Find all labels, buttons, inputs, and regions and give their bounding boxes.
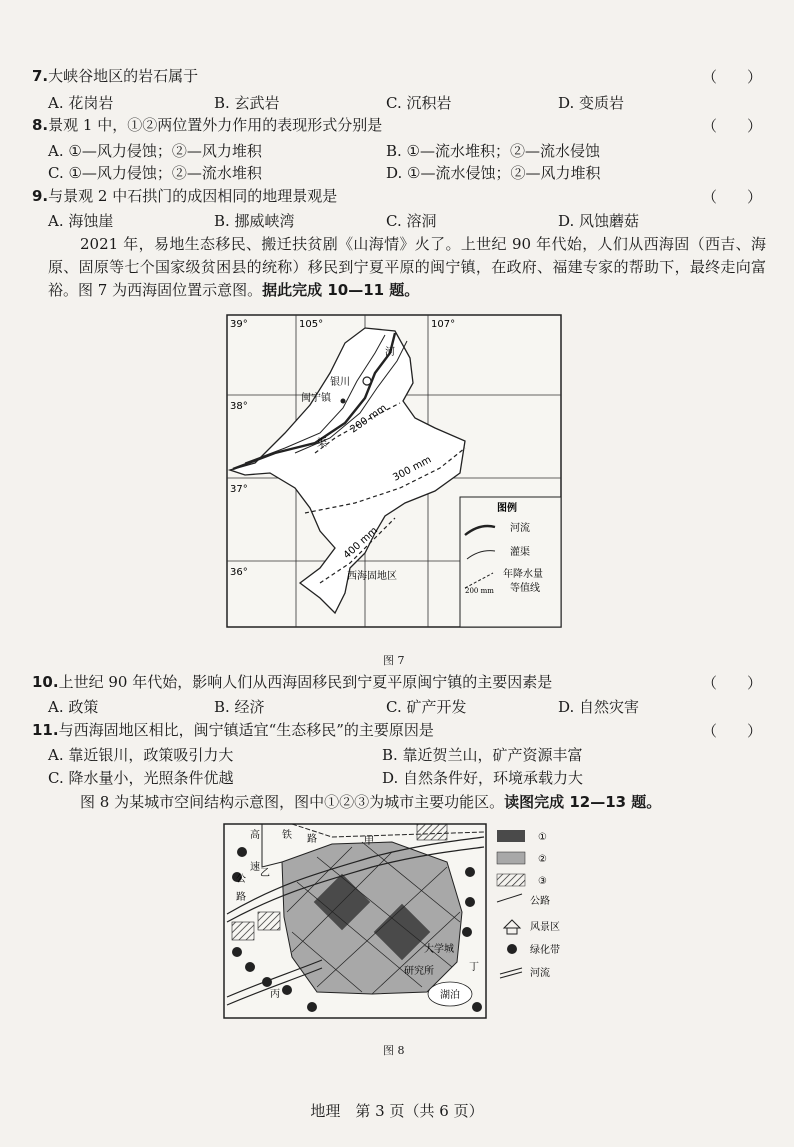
- figure-7-map: [225, 313, 565, 631]
- option-b[interactable]: B. 挪威峡湾: [214, 212, 295, 230]
- legend-river: 河流: [530, 968, 550, 979]
- question-9: [32, 186, 337, 206]
- option-a[interactable]: A. ①—风力侵蚀；②—风力堆积: [48, 142, 262, 160]
- figure-8-legend: [497, 830, 560, 979]
- question-stem: 大峡谷地区的岩石属于: [48, 67, 199, 85]
- page-footer: 地理 第 3 页（共 6 页）: [310, 1102, 484, 1120]
- label-university: 大学城: [424, 944, 454, 955]
- label-bing: 丙: [270, 989, 280, 1000]
- question-stem: 景观 1 中，①②两位置外力作用的表现形式分别是: [48, 116, 383, 134]
- legend-isoline-1: 年降水量: [503, 569, 543, 580]
- option-c[interactable]: C. 降水量小，光照条件优越: [48, 769, 234, 787]
- legend-zone-2: ②: [538, 854, 547, 865]
- option-c[interactable]: C. 沉积岩: [386, 94, 452, 112]
- passage-text: 2021 年，易地生态移民、搬迁扶贫剧《山海情》火了。上世纪 90 年代始，人们从西海固（西吉、海原、固原等七个国家级贫困县的统称）移民到宁夏平原的闽宁镇，在政府、福建专家的帮助下，最终走向富裕。图 7 为西海固位置示意图。: [48, 235, 766, 299]
- answer-bracket[interactable]: （ ）: [701, 722, 762, 740]
- reading-passage-2: [48, 791, 766, 814]
- option-c[interactable]: C. ①—风力侵蚀；②—流水堆积: [48, 164, 262, 182]
- legend-zone-1: ①: [538, 832, 547, 843]
- question-number: 7.: [32, 67, 49, 85]
- option-a[interactable]: A. 靠近银川，政策吸引力大: [48, 746, 234, 764]
- lat-label: 39°: [230, 319, 248, 330]
- label-qu: 渠: [317, 438, 327, 449]
- question-stem: 与西海固地区相比，闽宁镇适宜“生态移民”的主要原因是: [58, 721, 434, 739]
- rail-label: 路: [307, 834, 317, 845]
- option-b[interactable]: B. 经济: [214, 698, 265, 716]
- isohyet-200: 200 mm: [348, 402, 389, 436]
- passage-text: 图 8 为某城市空间结构示意图，图中①②③为城市主要功能区。: [80, 793, 505, 811]
- question-number: 9.: [32, 187, 49, 205]
- highway-label: 公: [236, 874, 246, 885]
- legend-canal: 灌渠: [510, 547, 530, 558]
- figure-7-legend: [460, 497, 561, 627]
- label-yi: 乙: [260, 868, 270, 879]
- option-d[interactable]: D. 变质岩: [558, 94, 625, 112]
- legend-title: 图例: [497, 503, 517, 514]
- lon-label: 107°: [431, 319, 456, 330]
- label-ding: 丁: [469, 962, 479, 973]
- option-b[interactable]: B. ①—流水堆积；②—流水侵蚀: [386, 142, 601, 160]
- option-d[interactable]: D. 自然条件好，环境承载力大: [382, 769, 584, 787]
- label-institute: 研究所: [404, 966, 434, 977]
- scenic-area-icon: [504, 920, 520, 934]
- lat-label: 38°: [230, 401, 248, 412]
- option-c[interactable]: C. 溶洞: [386, 212, 437, 230]
- question-8: [32, 115, 382, 135]
- label-lake: 湖泊: [440, 990, 460, 1001]
- option-a[interactable]: A. 花岗岩: [48, 94, 114, 112]
- answer-bracket[interactable]: （ ）: [701, 188, 762, 206]
- legend-road: 公路: [530, 896, 550, 907]
- legend-greenbelt: 绿化带: [530, 945, 560, 956]
- legend-isoline-2: 等值线: [510, 583, 540, 594]
- lat-label: 37°: [230, 484, 248, 495]
- option-b[interactable]: B. 玄武岩: [214, 94, 280, 112]
- rail-label: 铁: [282, 830, 292, 841]
- question-number: 11.: [32, 721, 59, 739]
- place-yinchuan: 银川: [330, 377, 350, 388]
- option-c[interactable]: C. 矿产开发: [386, 698, 467, 716]
- option-a[interactable]: A. 政策: [48, 698, 99, 716]
- question-stem: 与景观 2 中石拱门的成因相同的地理景观是: [48, 187, 338, 205]
- option-d[interactable]: D. 风蚀蘑菇: [558, 212, 640, 230]
- highway-label: 速: [250, 862, 260, 873]
- figure-8-city-diagram: [222, 822, 568, 1022]
- answer-bracket[interactable]: （ ）: [701, 68, 762, 86]
- option-d[interactable]: D. ①—流水侵蚀；②—风力堆积: [386, 164, 601, 182]
- isohyet-300: 300 mm: [391, 454, 434, 484]
- label-he: 河: [385, 347, 395, 358]
- answer-bracket[interactable]: （ ）: [701, 674, 762, 692]
- tree-icon: [507, 944, 517, 954]
- option-d[interactable]: D. 自然灾害: [558, 698, 640, 716]
- highway-label: 路: [236, 892, 246, 903]
- option-b[interactable]: B. 靠近贺兰山，矿产资源丰富: [382, 746, 583, 764]
- legend-zone-3: ③: [538, 876, 547, 887]
- place-minning: 闽宁镇: [301, 393, 331, 404]
- legend-scenic: 风景区: [530, 922, 560, 933]
- question-number: 8.: [32, 116, 49, 134]
- label-jia: 甲: [364, 836, 374, 847]
- passage-instruction: 读图完成 12—13 题。: [504, 793, 662, 811]
- legend-river: 河流: [510, 523, 530, 534]
- place-xihaigu: 西海固地区: [347, 571, 397, 582]
- highway-label: 高: [250, 830, 260, 841]
- option-a[interactable]: A. 海蚀崖: [48, 212, 114, 230]
- legend-sample: 200 mm: [465, 587, 494, 595]
- answer-bracket[interactable]: （ ）: [701, 117, 762, 135]
- question-number: 10.: [32, 673, 59, 691]
- figure-7-caption: 图 7: [383, 654, 405, 667]
- river-icon: [500, 968, 522, 978]
- question-7: [32, 66, 198, 86]
- question-10: [32, 672, 552, 692]
- lon-label: 105°: [299, 319, 324, 330]
- reading-passage-1: [48, 233, 766, 302]
- question-stem: 上世纪 90 年代始，影响人们从西海固移民到宁夏平原闽宁镇的主要因素是: [58, 673, 553, 691]
- figure-8-caption: 图 8: [383, 1044, 405, 1057]
- lat-label: 36°: [230, 567, 248, 578]
- passage-instruction: 据此完成 10—11 题。: [262, 281, 420, 299]
- isohyet-400: 400 mm: [341, 525, 381, 562]
- question-11: [32, 720, 434, 740]
